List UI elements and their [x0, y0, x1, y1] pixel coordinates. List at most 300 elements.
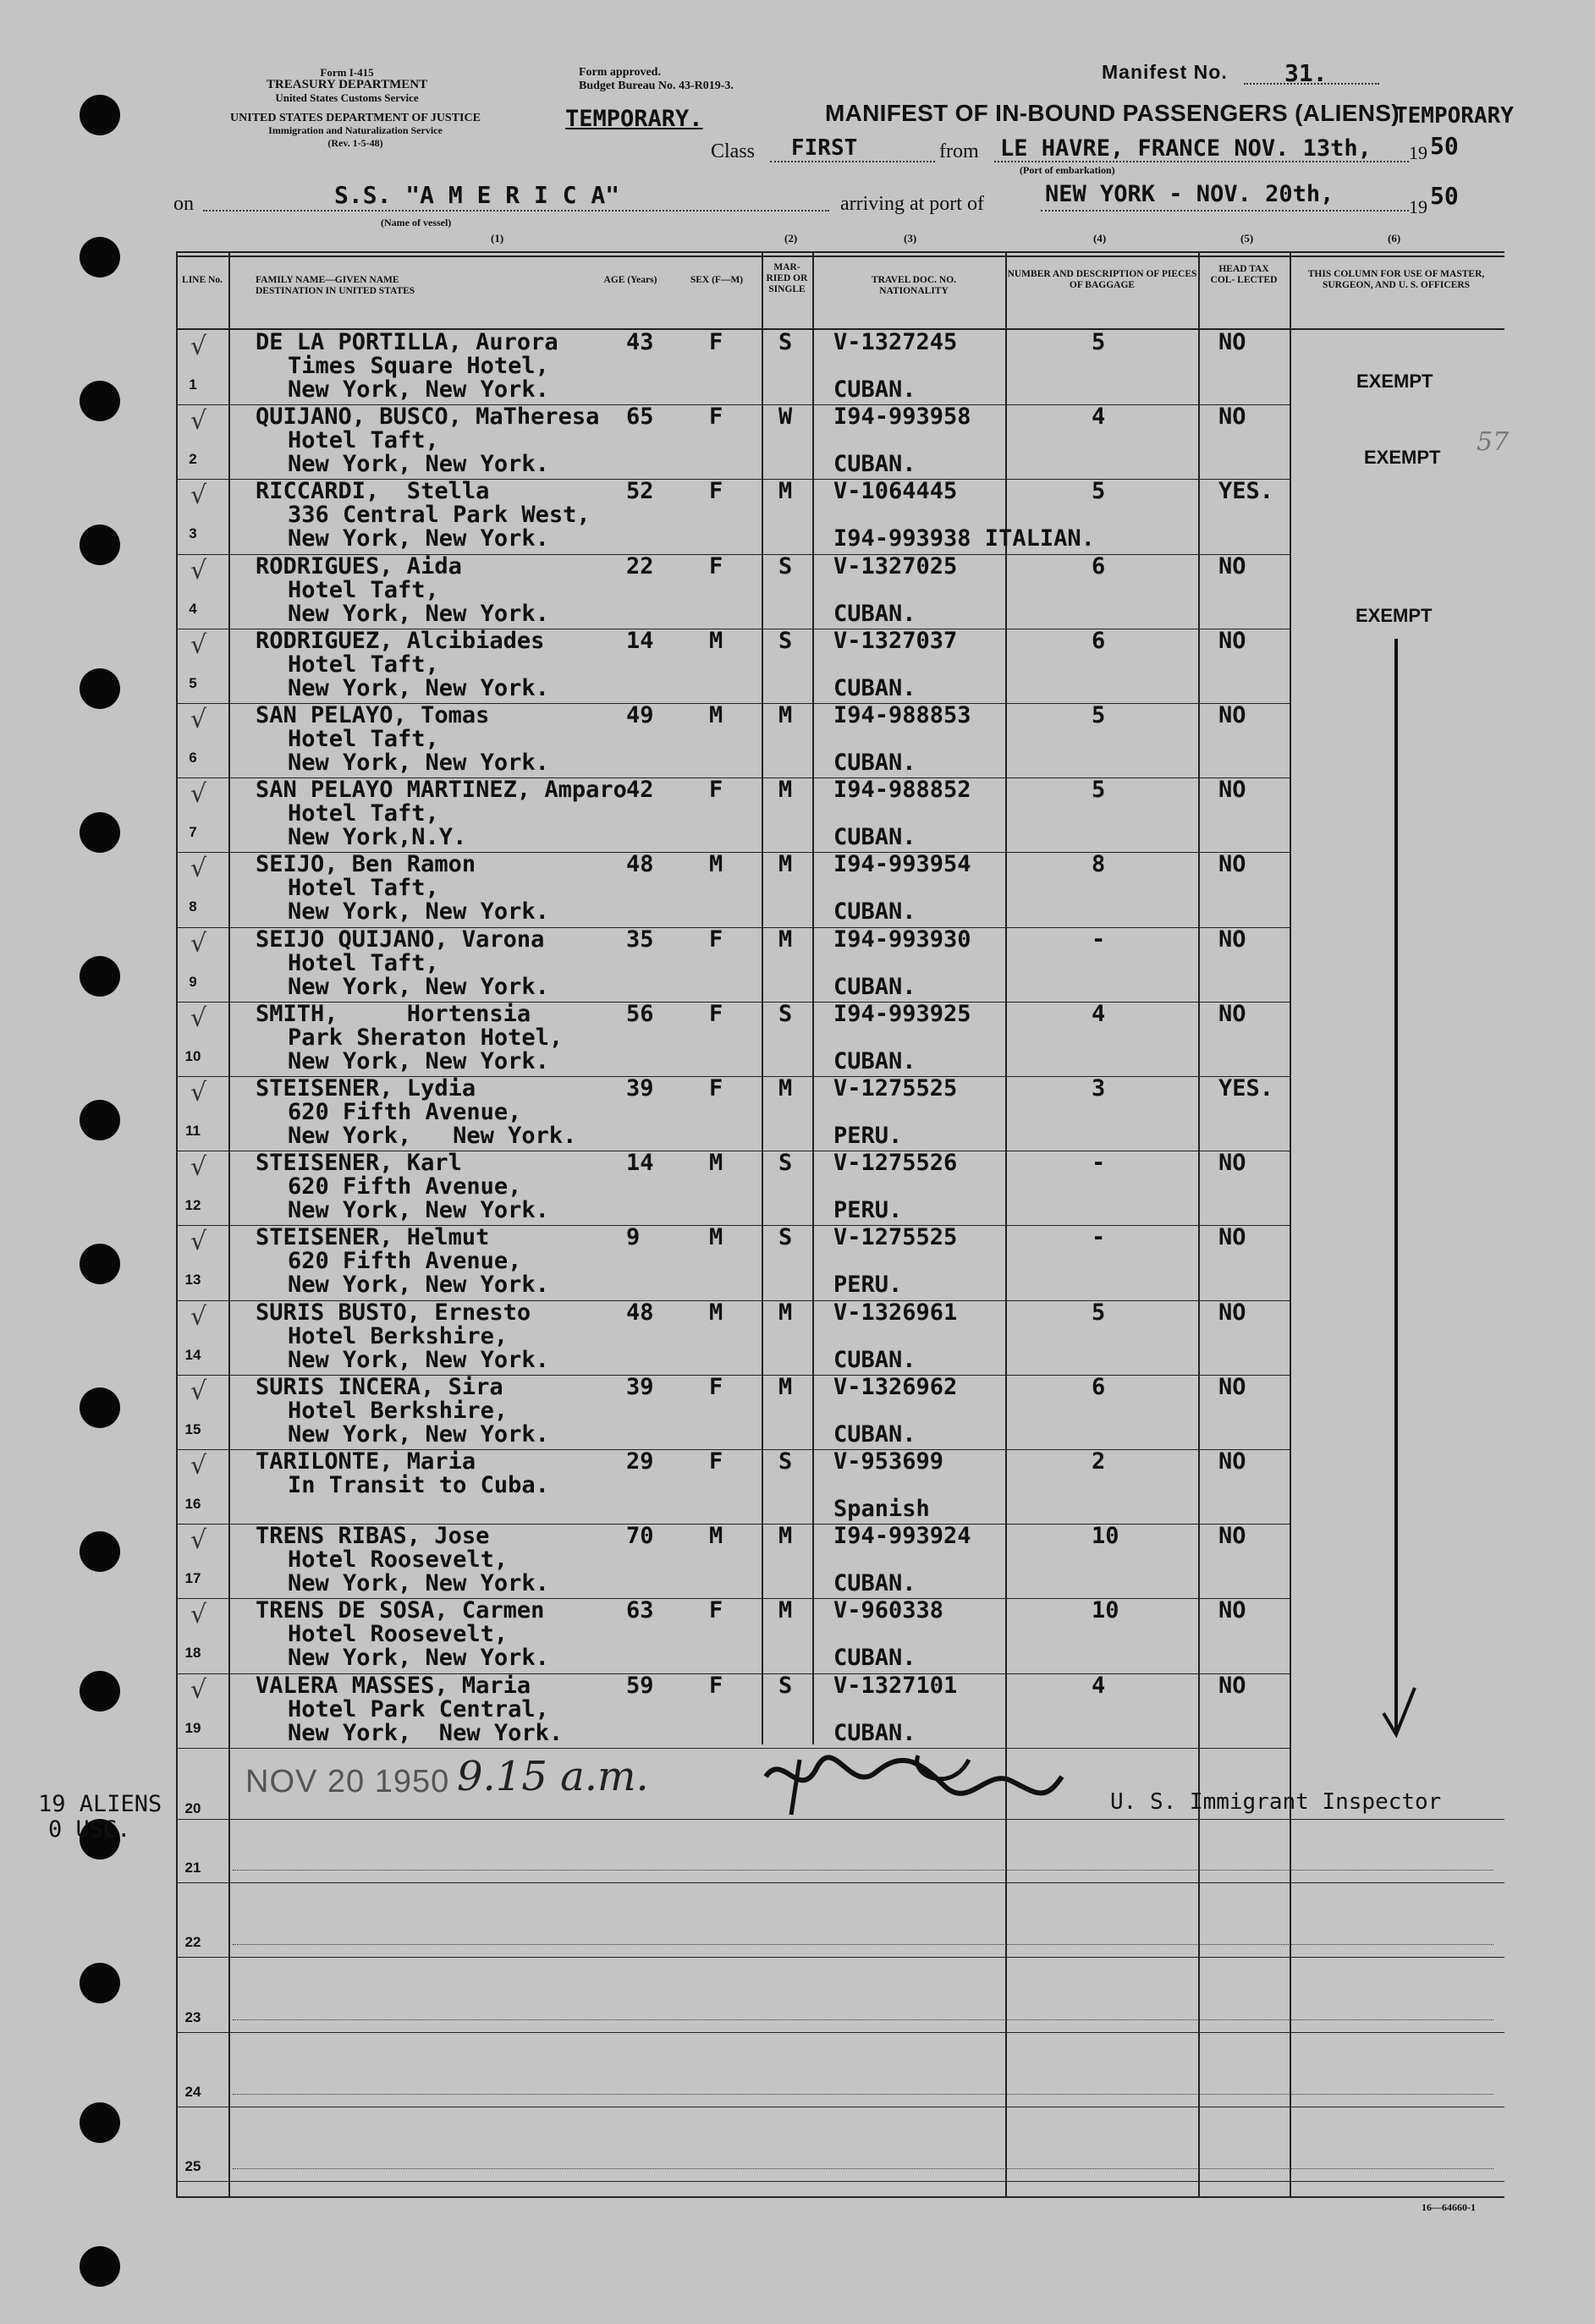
passenger-sex: M	[709, 851, 723, 878]
row-check-mark: √	[190, 1451, 207, 1481]
destination-line-1: Hotel Roosevelt,	[288, 1621, 509, 1648]
treasury-dept: TREASURY DEPARTMENT	[266, 78, 428, 91]
marital-status: M	[778, 1075, 793, 1102]
passenger-age: 59	[626, 1672, 654, 1699]
destination-line-1: Hotel Roosevelt,	[288, 1547, 509, 1574]
nationality: CUBAN.	[833, 376, 916, 403]
travel-doc-number: V-1326961	[833, 1299, 958, 1326]
row-number: 8	[189, 898, 197, 915]
row-check-mark: √	[190, 332, 207, 361]
form-rev: (Rev. 1-5-48)	[327, 137, 383, 149]
head-tax: NO	[1218, 702, 1246, 728]
col-header-age: AGE (Years)	[603, 275, 657, 285]
destination-line-2: New York, New York.	[288, 376, 549, 403]
baggage-count: 5	[1092, 702, 1106, 728]
punch-hole	[80, 956, 120, 997]
travel-doc-number: V-1326962	[833, 1373, 958, 1400]
passenger-name: SAN PELAYO, Tomas	[256, 702, 490, 728]
inspector-title: U. S. Immigrant Inspector	[1110, 1789, 1442, 1815]
row-check-mark: √	[190, 1227, 207, 1257]
head-tax: NO	[1218, 1523, 1246, 1550]
travel-doc-number: V-1327245	[833, 329, 958, 355]
travel-doc-number: V-1064445	[833, 478, 958, 505]
marital-status: M	[778, 702, 793, 728]
baggage-count: 5	[1092, 1299, 1106, 1326]
destination-line-1: Hotel Berkshire,	[288, 1322, 509, 1349]
passenger-sex: F	[709, 329, 723, 355]
nationality: PERU.	[833, 1197, 903, 1224]
head-tax: NO	[1218, 1000, 1246, 1027]
passenger-age: 14	[626, 1150, 654, 1177]
passenger-age: 22	[626, 552, 654, 580]
passenger-name: SMITH, Hortensia	[256, 1000, 531, 1027]
punch-hole	[80, 1963, 120, 2003]
head-tax: NO	[1218, 926, 1246, 953]
destination-line-1: Hotel Taft,	[288, 949, 439, 976]
travel-doc-number: V-953699	[833, 1448, 944, 1475]
destination-line-2: New York, New York.	[288, 600, 549, 627]
marital-status: M	[778, 1299, 793, 1326]
class-value: FIRST	[791, 135, 858, 161]
punch-hole	[80, 95, 120, 135]
row-divider	[176, 1882, 1504, 1883]
baggage-count: -	[1092, 1224, 1106, 1251]
passenger-name: TRENS RIBAS, Jose	[256, 1523, 490, 1550]
destination-line-2: New York, New York.	[288, 1719, 564, 1746]
destination-line-1: Hotel Park Central,	[288, 1695, 549, 1722]
col-number-2: (2)	[784, 232, 798, 244]
head-tax: NO	[1218, 1672, 1246, 1699]
col-header-officers: THIS COLUMN FOR USE OF MASTER, SURGEON, AND U. S. OFFICERS	[1307, 269, 1485, 290]
head-tax: NO	[1218, 329, 1246, 355]
destination-line-1: Park Sheraton Hotel,	[288, 1024, 564, 1051]
justice-dept: UNITED STATES DEPARTMENT OF JUSTICE	[230, 112, 481, 124]
nationality: CUBAN.	[833, 1047, 916, 1074]
row-number: 10	[184, 1047, 201, 1064]
manifest-label: Manifest No.	[1102, 61, 1228, 83]
destination-line-2: New York, New York.	[288, 1420, 549, 1448]
manifest-number: 31.	[1284, 59, 1328, 87]
baggage-count: 5	[1092, 777, 1106, 804]
baggage-count: -	[1092, 1150, 1106, 1177]
travel-doc-number: V-1275526	[833, 1150, 958, 1177]
head-tax: NO	[1218, 1150, 1246, 1177]
arriving-value: NEW YORK - NOV. 20th,	[1045, 181, 1334, 207]
row-number: 12	[184, 1197, 201, 1214]
destination-line-2: New York,N.Y.	[288, 824, 467, 851]
passenger-age: 52	[626, 478, 654, 505]
destination-line-2: New York, New York.	[288, 1197, 549, 1224]
aliens-count	[38, 1792, 162, 1843]
baggage-count: 3	[1092, 1075, 1106, 1102]
row-check-mark: √	[190, 1003, 207, 1033]
passenger-sex: M	[709, 1224, 723, 1251]
passenger-age: 42	[626, 777, 654, 804]
exempt-stamp-3: EXEMPT	[1356, 605, 1433, 626]
travel-doc-number: I94-988852	[833, 777, 971, 804]
travel-doc-number: I94-993925	[833, 1000, 971, 1027]
travel-doc-number: V-1327101	[833, 1672, 958, 1699]
row-check-mark: √	[190, 928, 207, 959]
aliens-total: 19 ALIENS	[38, 1791, 162, 1817]
row-check-mark: √	[190, 1674, 207, 1705]
empty-row-number: 21	[184, 1860, 201, 1876]
col-header-married: MAR- RIED OR SINGLE	[766, 262, 808, 294]
baggage-count: 5	[1092, 329, 1106, 355]
empty-row-dotted-line	[233, 1870, 1493, 1871]
destination-line-1: Hotel Taft,	[288, 726, 439, 752]
travel-doc-number: V-1275525	[833, 1075, 958, 1102]
passenger-name: SURIS BUSTO, Ernesto	[256, 1299, 531, 1326]
col-header-sex: SEX (F—M)	[690, 275, 744, 285]
head-tax: YES.	[1218, 1075, 1274, 1102]
passenger-sex: F	[709, 926, 723, 953]
passenger-sex: F	[709, 478, 723, 505]
arriving-label: arriving at port of	[840, 193, 984, 215]
passenger-age: 9	[626, 1224, 641, 1251]
empty-row-dotted-line	[233, 2019, 1493, 2020]
passenger-sex: F	[709, 1000, 723, 1027]
table-top-border	[176, 251, 1504, 253]
col-header-head-tax: HEAD TAX COL- LECTED	[1210, 264, 1278, 285]
passenger-sex: F	[709, 1448, 723, 1475]
destination-line-2: New York, New York.	[288, 1570, 549, 1597]
row-number: 15	[184, 1420, 201, 1437]
marital-status: M	[778, 1597, 793, 1624]
vessel-line	[203, 210, 829, 212]
passenger-sex: F	[709, 1672, 723, 1699]
row-number: 13	[184, 1272, 201, 1288]
baggage-count: 2	[1092, 1448, 1106, 1475]
baggage-count: 10	[1092, 1523, 1119, 1550]
passenger-sex: F	[709, 1597, 723, 1624]
row-divider	[176, 1957, 1504, 1958]
col-number-5: (5)	[1240, 232, 1254, 244]
destination-line-2: New York, New York.	[288, 1123, 577, 1149]
empty-row-number: 25	[184, 2158, 201, 2174]
row-number: 9	[189, 973, 197, 990]
passenger-name: RICCARDI, Stella	[256, 478, 490, 505]
from-label: from	[939, 140, 979, 162]
row-number: 17	[184, 1570, 201, 1587]
travel-doc-number: I94-993958	[833, 404, 971, 431]
row-check-mark: √	[190, 854, 207, 884]
punch-hole	[80, 381, 120, 421]
row-check-mark: √	[190, 1376, 207, 1406]
temporary-right: TEMPORARY	[1394, 103, 1514, 129]
row-number: 5	[189, 674, 197, 691]
head-tax: NO	[1218, 552, 1246, 580]
passenger-name: SEIJO QUIJANO, Varona	[256, 926, 545, 953]
punch-hole	[80, 1671, 120, 1711]
row-number: 18	[184, 1645, 201, 1662]
baggage-count: 5	[1092, 478, 1106, 505]
col-divider	[1198, 251, 1200, 2197]
inspector-signature	[749, 1743, 1070, 1819]
year-prefix-2: 19	[1409, 196, 1427, 217]
passenger-age: 48	[626, 851, 654, 878]
nationality: CUBAN.	[833, 898, 916, 926]
nationality: CUBAN.	[833, 1570, 916, 1597]
nationality: CUBAN.	[833, 451, 916, 478]
baggage-count: 6	[1092, 1373, 1106, 1400]
exempt-bracket-line	[1379, 639, 1422, 1747]
vessel-name: S.S. "A M E R I C A"	[334, 181, 620, 209]
row-number: 19	[184, 1719, 201, 1736]
punch-hole	[80, 1100, 120, 1140]
table-bottom-border	[176, 2196, 1504, 2198]
marital-status: S	[778, 329, 793, 355]
baggage-count: 4	[1092, 1672, 1106, 1699]
passenger-sex: F	[709, 1075, 723, 1102]
marital-status: S	[778, 1150, 793, 1177]
destination-line-1: Hotel Taft,	[288, 875, 439, 902]
row-check-mark: √	[190, 555, 207, 585]
row-number: 7	[189, 824, 197, 841]
nationality: CUBAN.	[833, 824, 916, 851]
travel-doc-number: V-1275525	[833, 1224, 958, 1251]
exempt-stamp-2: EXEMPT	[1364, 447, 1441, 468]
row-divider	[176, 1748, 1290, 1749]
passenger-name: TARILONTE, Maria	[256, 1448, 476, 1475]
stamp-time: 9.15 a.m.	[457, 1753, 649, 1800]
destination-line-1: Times Square Hotel,	[288, 353, 549, 379]
travel-doc-number: I94-993954	[833, 851, 971, 878]
row-number: 4	[189, 600, 197, 617]
row-check-mark: √	[190, 481, 207, 511]
temporary-label: TEMPORARY.	[565, 106, 703, 132]
approval-block	[579, 66, 734, 93]
passenger-age: 65	[626, 404, 654, 431]
col-number-6: (6)	[1388, 232, 1401, 244]
head-tax: YES.	[1218, 478, 1274, 505]
from-line	[994, 161, 1409, 162]
passenger-name: SEIJO, Ben Ramon	[256, 851, 476, 878]
nationality: CUBAN.	[833, 1719, 916, 1746]
passenger-age: 29	[626, 1448, 654, 1475]
row-number-20: 20	[184, 1800, 201, 1816]
col-header-family-name: FAMILY NAME—GIVEN NAME	[256, 275, 399, 285]
nationality: PERU.	[833, 1272, 903, 1299]
passenger-sex: M	[709, 1299, 723, 1326]
passenger-name: STEISENER, Helmut	[256, 1224, 490, 1251]
travel-doc-number: V-960338	[833, 1597, 944, 1624]
passenger-age: 63	[626, 1597, 654, 1624]
head-tax: NO	[1218, 1448, 1246, 1475]
marital-status: S	[778, 1224, 793, 1251]
empty-row-number: 23	[184, 2008, 201, 2025]
passenger-sex: F	[709, 552, 723, 580]
destination-line-1: Hotel Taft,	[288, 576, 439, 603]
table-left-border	[176, 251, 178, 2197]
row-check-mark: √	[190, 705, 207, 734]
passenger-name: TRENS DE SOSA, Carmen	[256, 1597, 545, 1624]
customs-service: United States Customs Service	[275, 91, 419, 104]
row-check-mark: √	[190, 1078, 207, 1107]
row-check-mark: √	[190, 406, 207, 437]
arriving-line	[1041, 210, 1409, 212]
col-number-3: (3)	[904, 232, 917, 244]
punch-hole	[80, 525, 120, 565]
punch-hole	[80, 1387, 120, 1428]
travel-doc-number: V-1327037	[833, 627, 958, 654]
nationality: CUBAN.	[833, 973, 916, 1000]
baggage-count: 10	[1092, 1597, 1119, 1624]
col-divider	[812, 251, 814, 1744]
head-tax: NO	[1218, 851, 1246, 878]
destination-line-2: New York, New York.	[288, 898, 549, 926]
marital-status: S	[778, 1000, 793, 1027]
passenger-sex: F	[709, 1373, 723, 1400]
row-check-mark: √	[190, 1152, 207, 1183]
passenger-sex: F	[709, 404, 723, 431]
row-number: 11	[185, 1123, 201, 1139]
row-number: 3	[189, 525, 197, 542]
passenger-name: STEISENER, Karl	[256, 1150, 462, 1177]
marital-status: S	[778, 1448, 793, 1475]
travel-doc-number: I94-993924	[833, 1523, 971, 1550]
col-number-1: (1)	[491, 232, 504, 244]
passenger-name: STEISENER, Lydia	[256, 1075, 476, 1102]
col-divider	[1290, 251, 1291, 2197]
marital-status: S	[778, 627, 793, 654]
row-divider	[176, 2032, 1504, 2033]
passenger-age: 39	[626, 1075, 654, 1102]
destination-line-2: New York, New York.	[288, 1272, 549, 1299]
row-check-mark: √	[190, 779, 207, 810]
nationality: CUBAN.	[833, 1420, 916, 1448]
passenger-sex: M	[709, 1523, 723, 1550]
form-approved: Form approved.	[579, 66, 661, 79]
class-line	[770, 161, 935, 162]
destination-line-1: 620 Fifth Avenue,	[288, 1173, 522, 1200]
travel-doc-number: I94-988853	[833, 702, 971, 728]
destination-line-2: New York, New York.	[288, 973, 549, 1000]
col-divider	[762, 251, 763, 1744]
passenger-sex: M	[709, 1150, 723, 1177]
destination-line-2: New York, New York.	[288, 525, 549, 552]
form-code: 16—64660-1	[1422, 2201, 1476, 2213]
col-header-name	[256, 275, 415, 297]
passenger-age: 48	[626, 1299, 654, 1326]
destination-line-1: Hotel Taft,	[288, 800, 439, 827]
marital-status: M	[778, 851, 793, 878]
nationality: CUBAN.	[833, 674, 916, 701]
row-check-mark: √	[190, 629, 207, 660]
destination-line-2: New York, New York.	[288, 1047, 549, 1074]
row-number: 6	[189, 750, 197, 766]
passenger-age: 39	[626, 1373, 654, 1400]
punch-hole	[80, 1531, 120, 1572]
baggage-count: -	[1092, 926, 1106, 953]
col-number-4: (4)	[1093, 232, 1107, 244]
baggage-count: 4	[1092, 404, 1106, 431]
year-2: 50	[1430, 182, 1459, 210]
passenger-age: 49	[626, 702, 654, 728]
table-top-border	[176, 255, 1504, 257]
row-number: 2	[189, 451, 197, 468]
row-check-mark: √	[190, 1525, 207, 1556]
passenger-name: VALERA MASSES, Maria	[256, 1672, 531, 1699]
note-number-57: 57	[1477, 427, 1510, 457]
empty-row-number: 24	[184, 2083, 201, 2100]
row-divider	[176, 1819, 1504, 1820]
col-divider	[228, 251, 230, 2197]
head-tax: NO	[1218, 1299, 1246, 1326]
destination-line-1: 620 Fifth Avenue,	[288, 1248, 522, 1275]
col-header-line-no: LINE No.	[182, 275, 223, 285]
travel-doc-number: I94-993930	[833, 926, 971, 953]
baggage-count: 6	[1092, 552, 1106, 580]
destination-line-1: Hotel Taft,	[288, 651, 439, 678]
head-tax: NO	[1218, 1597, 1246, 1624]
head-tax: NO	[1218, 777, 1246, 804]
empty-row-dotted-line	[233, 2094, 1493, 2095]
marital-status: S	[778, 552, 793, 580]
marital-status: M	[778, 777, 793, 804]
baggage-count: 8	[1092, 851, 1106, 878]
exempt-stamp-1: EXEMPT	[1356, 371, 1433, 392]
travel-doc-number: V-1327025	[833, 552, 958, 580]
destination-line-2: New York, New York.	[288, 1346, 549, 1373]
ins-service: Immigration and Naturalization Service	[268, 124, 443, 136]
punch-hole	[80, 668, 120, 709]
on-label: on	[173, 193, 194, 215]
head-tax: NO	[1218, 1373, 1246, 1400]
year-1: 50	[1430, 132, 1459, 160]
empty-row-dotted-line	[233, 2168, 1493, 2169]
head-tax: NO	[1218, 627, 1246, 654]
nationality: PERU.	[833, 1123, 903, 1149]
empty-row-dotted-line	[233, 1944, 1493, 1945]
passenger-sex: F	[709, 777, 723, 804]
destination-line-2: New York, New York.	[288, 451, 549, 478]
passenger-age: 56	[626, 1000, 654, 1027]
col-header-destination: DESTINATION IN UNITED STATES	[256, 286, 415, 296]
budget-bureau: Budget Bureau No. 43-R019-3.	[579, 80, 734, 92]
usc-total: 0 USC.	[48, 1816, 131, 1843]
destination-line-1: 336 Central Park West,	[288, 502, 591, 529]
head-tax: NO	[1218, 404, 1246, 431]
vessel-caption: (Name of vessel)	[381, 217, 452, 228]
passenger-age: 14	[626, 627, 654, 654]
punch-hole	[80, 237, 120, 277]
passenger-age: 70	[626, 1523, 654, 1550]
destination-line-2: New York, New York.	[288, 674, 549, 701]
row-number: 16	[184, 1496, 201, 1512]
row-divider	[176, 2181, 1504, 2182]
nationality: Spanish	[833, 1496, 930, 1522]
marital-status: M	[778, 1523, 793, 1550]
passenger-age: 35	[626, 926, 654, 953]
nationality: CUBAN.	[833, 600, 916, 627]
passenger-name: SAN PELAYO MARTINEZ, Amparo	[256, 777, 627, 804]
baggage-count: 6	[1092, 627, 1106, 654]
destination-line-1: 620 Fifth Avenue,	[288, 1099, 522, 1125]
passenger-name: QUIJANO, BUSCO, MaTheresa	[256, 404, 600, 431]
marital-status: S	[778, 1672, 793, 1699]
head-tax: NO	[1218, 1224, 1246, 1251]
port-embarkation-caption: (Port of embarkation)	[1020, 164, 1115, 176]
passenger-name: SURIS INCERA, Sira	[256, 1373, 503, 1400]
nationality: CUBAN.	[833, 1346, 916, 1373]
destination-line-1: Hotel Taft,	[288, 427, 439, 454]
row-number: 1	[189, 376, 197, 393]
marital-status: M	[778, 1373, 793, 1400]
passenger-sex: M	[709, 627, 723, 654]
punch-hole	[80, 812, 120, 853]
empty-row-number: 22	[184, 1934, 201, 1951]
